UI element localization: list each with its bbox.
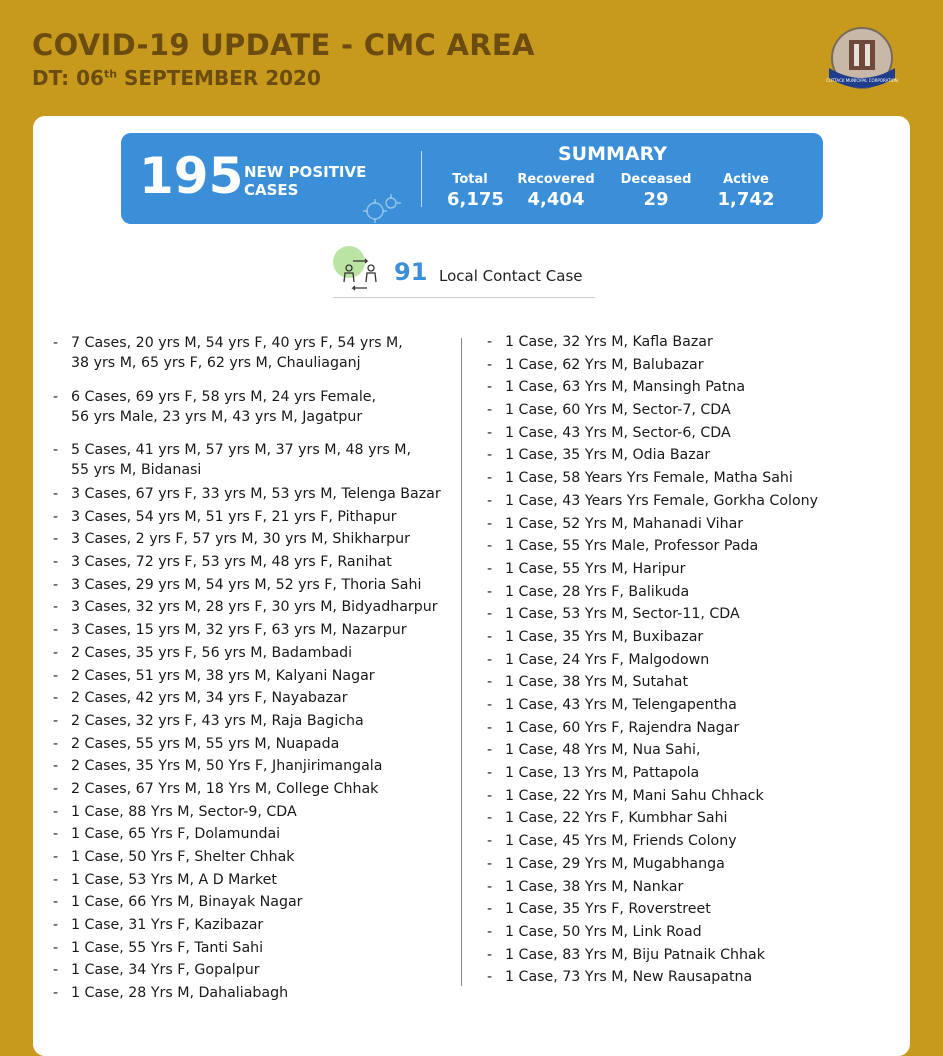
list-item: - 1 Case, 53 Yrs M, A D Market xyxy=(53,870,463,893)
list-item: - 1 Case, 38 Yrs M, Nankar xyxy=(487,877,907,900)
list-item: - 2 Cases, 51 yrs M, 38 yrs M, Kalyani Nagar xyxy=(53,666,463,689)
right-case-list xyxy=(487,332,907,990)
stat-deceased-label: Deceased xyxy=(620,172,692,187)
contact-underline xyxy=(333,297,595,298)
list-item: - 1 Case, 50 Yrs F, Shelter Chhak xyxy=(53,847,463,870)
list-item xyxy=(53,387,463,428)
page-title: COVID-19 UPDATE - CMC AREA xyxy=(32,28,535,62)
list-item: - 2 Cases, 32 yrs F, 43 yrs M, Raja Bagicha xyxy=(53,711,463,734)
list-item: - 1 Case, 52 Yrs M, Mahanadi Vihar xyxy=(487,514,907,537)
list-item-line: - 6 Cases, 69 yrs F, 58 yrs M, 24 yrs Female, xyxy=(71,389,376,405)
list-item xyxy=(53,440,463,484)
local-contact-count: 91 xyxy=(394,258,428,286)
list-item: - 1 Case, 22 Yrs M, Mani Sahu Chhack xyxy=(487,786,907,809)
list-item: - 1 Case, 58 Years Yrs Female, Matha Sahi xyxy=(487,468,907,491)
summary-banner xyxy=(121,133,823,224)
list-item: - 3 Cases, 15 yrs M, 32 yrs F, 63 yrs M, Nazarpur xyxy=(53,620,463,643)
list-item: - 1 Case, 34 Yrs F, Gopalpur xyxy=(53,960,463,983)
list-item: - 2 Cases, 55 yrs M, 55 yrs M, Nuapada xyxy=(53,734,463,757)
list-item-line: - 5 Cases, 41 yrs M, 57 yrs M, 37 yrs M, 48 yrs M, xyxy=(71,442,411,458)
date-month-year: SEPTEMBER 2020 xyxy=(117,66,321,90)
list-item: - 1 Case, 22 Yrs F, Kumbhar Sahi xyxy=(487,808,907,831)
summary-title: SUMMARY xyxy=(558,143,667,165)
contact-people-icon xyxy=(335,252,385,292)
stat-recovered-label: Recovered xyxy=(517,172,595,187)
list-item: - 1 Case, 60 Yrs M, Sector-7, CDA xyxy=(487,400,907,423)
list-item: - 1 Case, 53 Yrs M, Sector-11, CDA xyxy=(487,604,907,627)
list-item: - 1 Case, 43 Yrs M, Sector-6, CDA xyxy=(487,423,907,446)
list-item xyxy=(53,333,463,377)
list-item: - 1 Case, 55 Yrs Male, Professor Pada xyxy=(487,536,907,559)
list-item: - 1 Case, 83 Yrs M, Biju Patnaik Chhak xyxy=(487,945,907,968)
local-contact-label: Local Contact Case xyxy=(439,267,583,285)
left-case-list xyxy=(53,333,463,1006)
list-item: - 1 Case, 43 Years Yrs Female, Gorkha Colony xyxy=(487,491,907,514)
stat-recovered xyxy=(514,172,598,210)
list-item-line: 56 yrs Male, 23 yrs M, 43 yrs M, Jagatpur xyxy=(71,409,363,425)
stat-recovered-value: 4,404 xyxy=(527,189,585,210)
list-item: - 3 Cases, 67 yrs F, 33 yrs M, 53 yrs M, Telenga Bazar xyxy=(53,484,463,507)
list-item: - 3 Cases, 2 yrs F, 57 yrs M, 30 yrs M, Shikharpur xyxy=(53,529,463,552)
content-card xyxy=(33,116,910,1056)
new-positive-count: 195 xyxy=(139,147,244,205)
cmc-logo-icon xyxy=(823,22,901,100)
report-date xyxy=(32,66,321,90)
list-item: - 2 Cases, 67 Yrs M, 18 Yrs M, College Chhak xyxy=(53,779,463,802)
list-item: - 1 Case, 28 Yrs F, Balikuda xyxy=(487,582,907,605)
virus-icon xyxy=(359,191,403,224)
list-item: - 2 Cases, 35 yrs F, 56 yrs M, Badambadi xyxy=(53,643,463,666)
date-prefix: DT: 06 xyxy=(32,66,104,90)
list-item: - 1 Case, 32 Yrs M, Kafla Bazar xyxy=(487,332,907,355)
list-item: - 1 Case, 60 Yrs F, Rajendra Nagar xyxy=(487,718,907,741)
stat-total xyxy=(447,172,504,210)
list-item: - 1 Case, 31 Yrs F, Kazibazar xyxy=(53,915,463,938)
list-item: - 1 Case, 50 Yrs M, Link Road xyxy=(487,922,907,945)
date-suffix-sup: th xyxy=(103,67,118,81)
stat-deceased-value: 29 xyxy=(643,189,669,210)
list-item: - 3 Cases, 32 yrs M, 28 yrs F, 30 yrs M, Bidyadharpur xyxy=(53,597,463,620)
list-item: - 1 Case, 43 Yrs M, Telengapentha xyxy=(487,695,907,718)
list-item: - 1 Case, 45 Yrs M, Friends Colony xyxy=(487,831,907,854)
list-item: - 1 Case, 88 Yrs M, Sector-9, CDA xyxy=(53,802,463,825)
list-item: - 1 Case, 29 Yrs M, Mugabhanga xyxy=(487,854,907,877)
list-item-line: 38 yrs M, 65 yrs F, 62 yrs M, Chauliaganj xyxy=(71,355,361,371)
stat-active xyxy=(715,172,777,210)
list-item: - 1 Case, 73 Yrs M, New Rausapatna xyxy=(487,967,907,990)
list-item: - 1 Case, 28 Yrs M, Dahaliabagh xyxy=(53,983,463,1006)
logo-text: CUTTACK MUNICIPAL CORPORATION xyxy=(826,78,898,83)
stat-total-label: Total xyxy=(452,172,488,187)
list-item: - 1 Case, 24 Yrs F, Malgodown xyxy=(487,650,907,673)
list-item: - 2 Cases, 42 yrs M, 34 yrs F, Nayabazar xyxy=(53,688,463,711)
list-item: - 2 Cases, 35 Yrs M, 50 Yrs F, Jhanjirimangala xyxy=(53,756,463,779)
stat-total-value: 6,175 xyxy=(447,189,504,210)
banner-divider xyxy=(421,151,422,207)
list-item: - 1 Case, 38 Yrs M, Sutahat xyxy=(487,672,907,695)
stat-active-value: 1,742 xyxy=(717,189,775,210)
new-positive-label-line1: NEW POSITIVE xyxy=(244,163,367,181)
new-positive-label-line2: CASES xyxy=(244,181,299,199)
list-item: - 1 Case, 55 Yrs F, Tanti Sahi xyxy=(53,938,463,961)
list-item: - 1 Case, 55 Yrs M, Haripur xyxy=(487,559,907,582)
list-item: - 1 Case, 35 Yrs F, Roverstreet xyxy=(487,899,907,922)
list-item: - 3 Cases, 29 yrs M, 54 yrs M, 52 yrs F, Thoria Sahi xyxy=(53,575,463,598)
list-item: - 1 Case, 65 Yrs F, Dolamundai xyxy=(53,824,463,847)
list-item: - 3 Cases, 54 yrs M, 51 yrs F, 21 yrs F, Pithapur xyxy=(53,507,463,530)
list-item-line: - 7 Cases, 20 yrs M, 54 yrs F, 40 yrs F, 54 yrs M, xyxy=(71,335,403,351)
list-item: - 1 Case, 63 Yrs M, Mansingh Patna xyxy=(487,377,907,400)
stat-active-label: Active xyxy=(723,172,769,187)
list-item-line: 55 yrs M, Bidanasi xyxy=(71,462,202,478)
list-item: - 1 Case, 48 Yrs M, Nua Sahi, xyxy=(487,740,907,763)
stat-deceased xyxy=(617,172,695,210)
list-item: - 1 Case, 35 Yrs M, Buxibazar xyxy=(487,627,907,650)
list-item: - 3 Cases, 72 yrs F, 53 yrs M, 48 yrs F, Ranihat xyxy=(53,552,463,575)
local-contact-section xyxy=(333,246,613,306)
list-item: - 1 Case, 66 Yrs M, Binayak Nagar xyxy=(53,892,463,915)
list-item: - 1 Case, 35 Yrs M, Odia Bazar xyxy=(487,445,907,468)
list-item: - 1 Case, 13 Yrs M, Pattapola xyxy=(487,763,907,786)
list-item: - 1 Case, 62 Yrs M, Balubazar xyxy=(487,355,907,378)
